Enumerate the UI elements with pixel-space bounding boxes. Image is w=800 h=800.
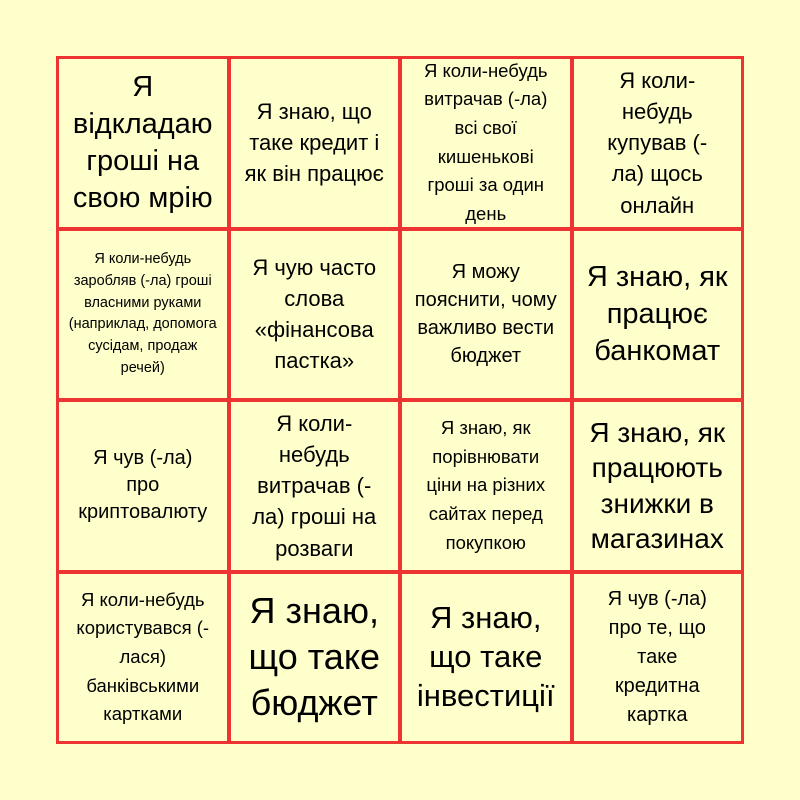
- bingo-cell-text: Я відкладаю гроші на свою мрію: [72, 71, 213, 214]
- bingo-cell-text: Я чув (-ла) про те, що таке кредитна картка: [607, 587, 707, 726]
- bingo-cell[interactable]: [231, 574, 399, 742]
- bingo-cell-text: Я чую часто слова «фінансова пастка»: [252, 254, 377, 374]
- bingo-cell-text: Я знаю, що таке кредит і як він працює: [244, 98, 384, 187]
- bingo-cell[interactable]: [574, 402, 742, 570]
- bingo-cell-text: Я знаю, як порівнювати ціни на різних сайтах перед покупкою: [426, 417, 546, 553]
- bingo-cell[interactable]: [231, 59, 399, 227]
- bingo-cell[interactable]: [59, 402, 227, 570]
- bingo-cell[interactable]: [402, 231, 570, 399]
- bingo-cell-text: Я коли-небудь витрачав (-ла) гроші на розваги: [252, 410, 377, 561]
- bingo-cell[interactable]: [59, 231, 227, 399]
- bingo-cell[interactable]: [402, 59, 570, 227]
- bingo-cell-text: Я коли-небудь витрачав (-ла) всі свої кишенькові гроші за один день: [423, 59, 548, 225]
- bingo-cell-text: Я знаю, як працює банкомат: [586, 261, 728, 367]
- bingo-cell[interactable]: [59, 59, 227, 227]
- bingo-cell[interactable]: [402, 574, 570, 742]
- bingo-cell-text: Я коли-небудь користувався (-лася) банківськими картками: [76, 588, 210, 725]
- bingo-cell[interactable]: [59, 574, 227, 742]
- bingo-cell-text: Я знаю, як працюють знижки в магазинах: [589, 416, 726, 555]
- bingo-cell-text: Я чув (-ла) про криптовалюту: [78, 447, 208, 524]
- bingo-cell-text: Я можу пояснити, чому важливо вести бюджет: [414, 261, 557, 368]
- bingo-cell-text: Я коли-небудь купував (-ла) щось онлайн: [607, 67, 708, 218]
- bingo-cell[interactable]: [231, 402, 399, 570]
- bingo-cell[interactable]: [574, 574, 742, 742]
- bingo-cell-text: Я знаю, що таке інвестиції: [416, 600, 555, 713]
- bingo-cell[interactable]: [402, 402, 570, 570]
- bingo-cell[interactable]: [574, 231, 742, 399]
- bingo-cell-text: Я коли-небудь заробляв (-ла) гроші власними руками (наприклад, допомога сусідам, продаж речей): [68, 251, 217, 376]
- bingo-cell[interactable]: [574, 59, 742, 227]
- bingo-board: [56, 56, 744, 744]
- bingo-cell-text: Я знаю, що таке бюджет: [248, 590, 381, 724]
- bingo-cell[interactable]: [231, 231, 399, 399]
